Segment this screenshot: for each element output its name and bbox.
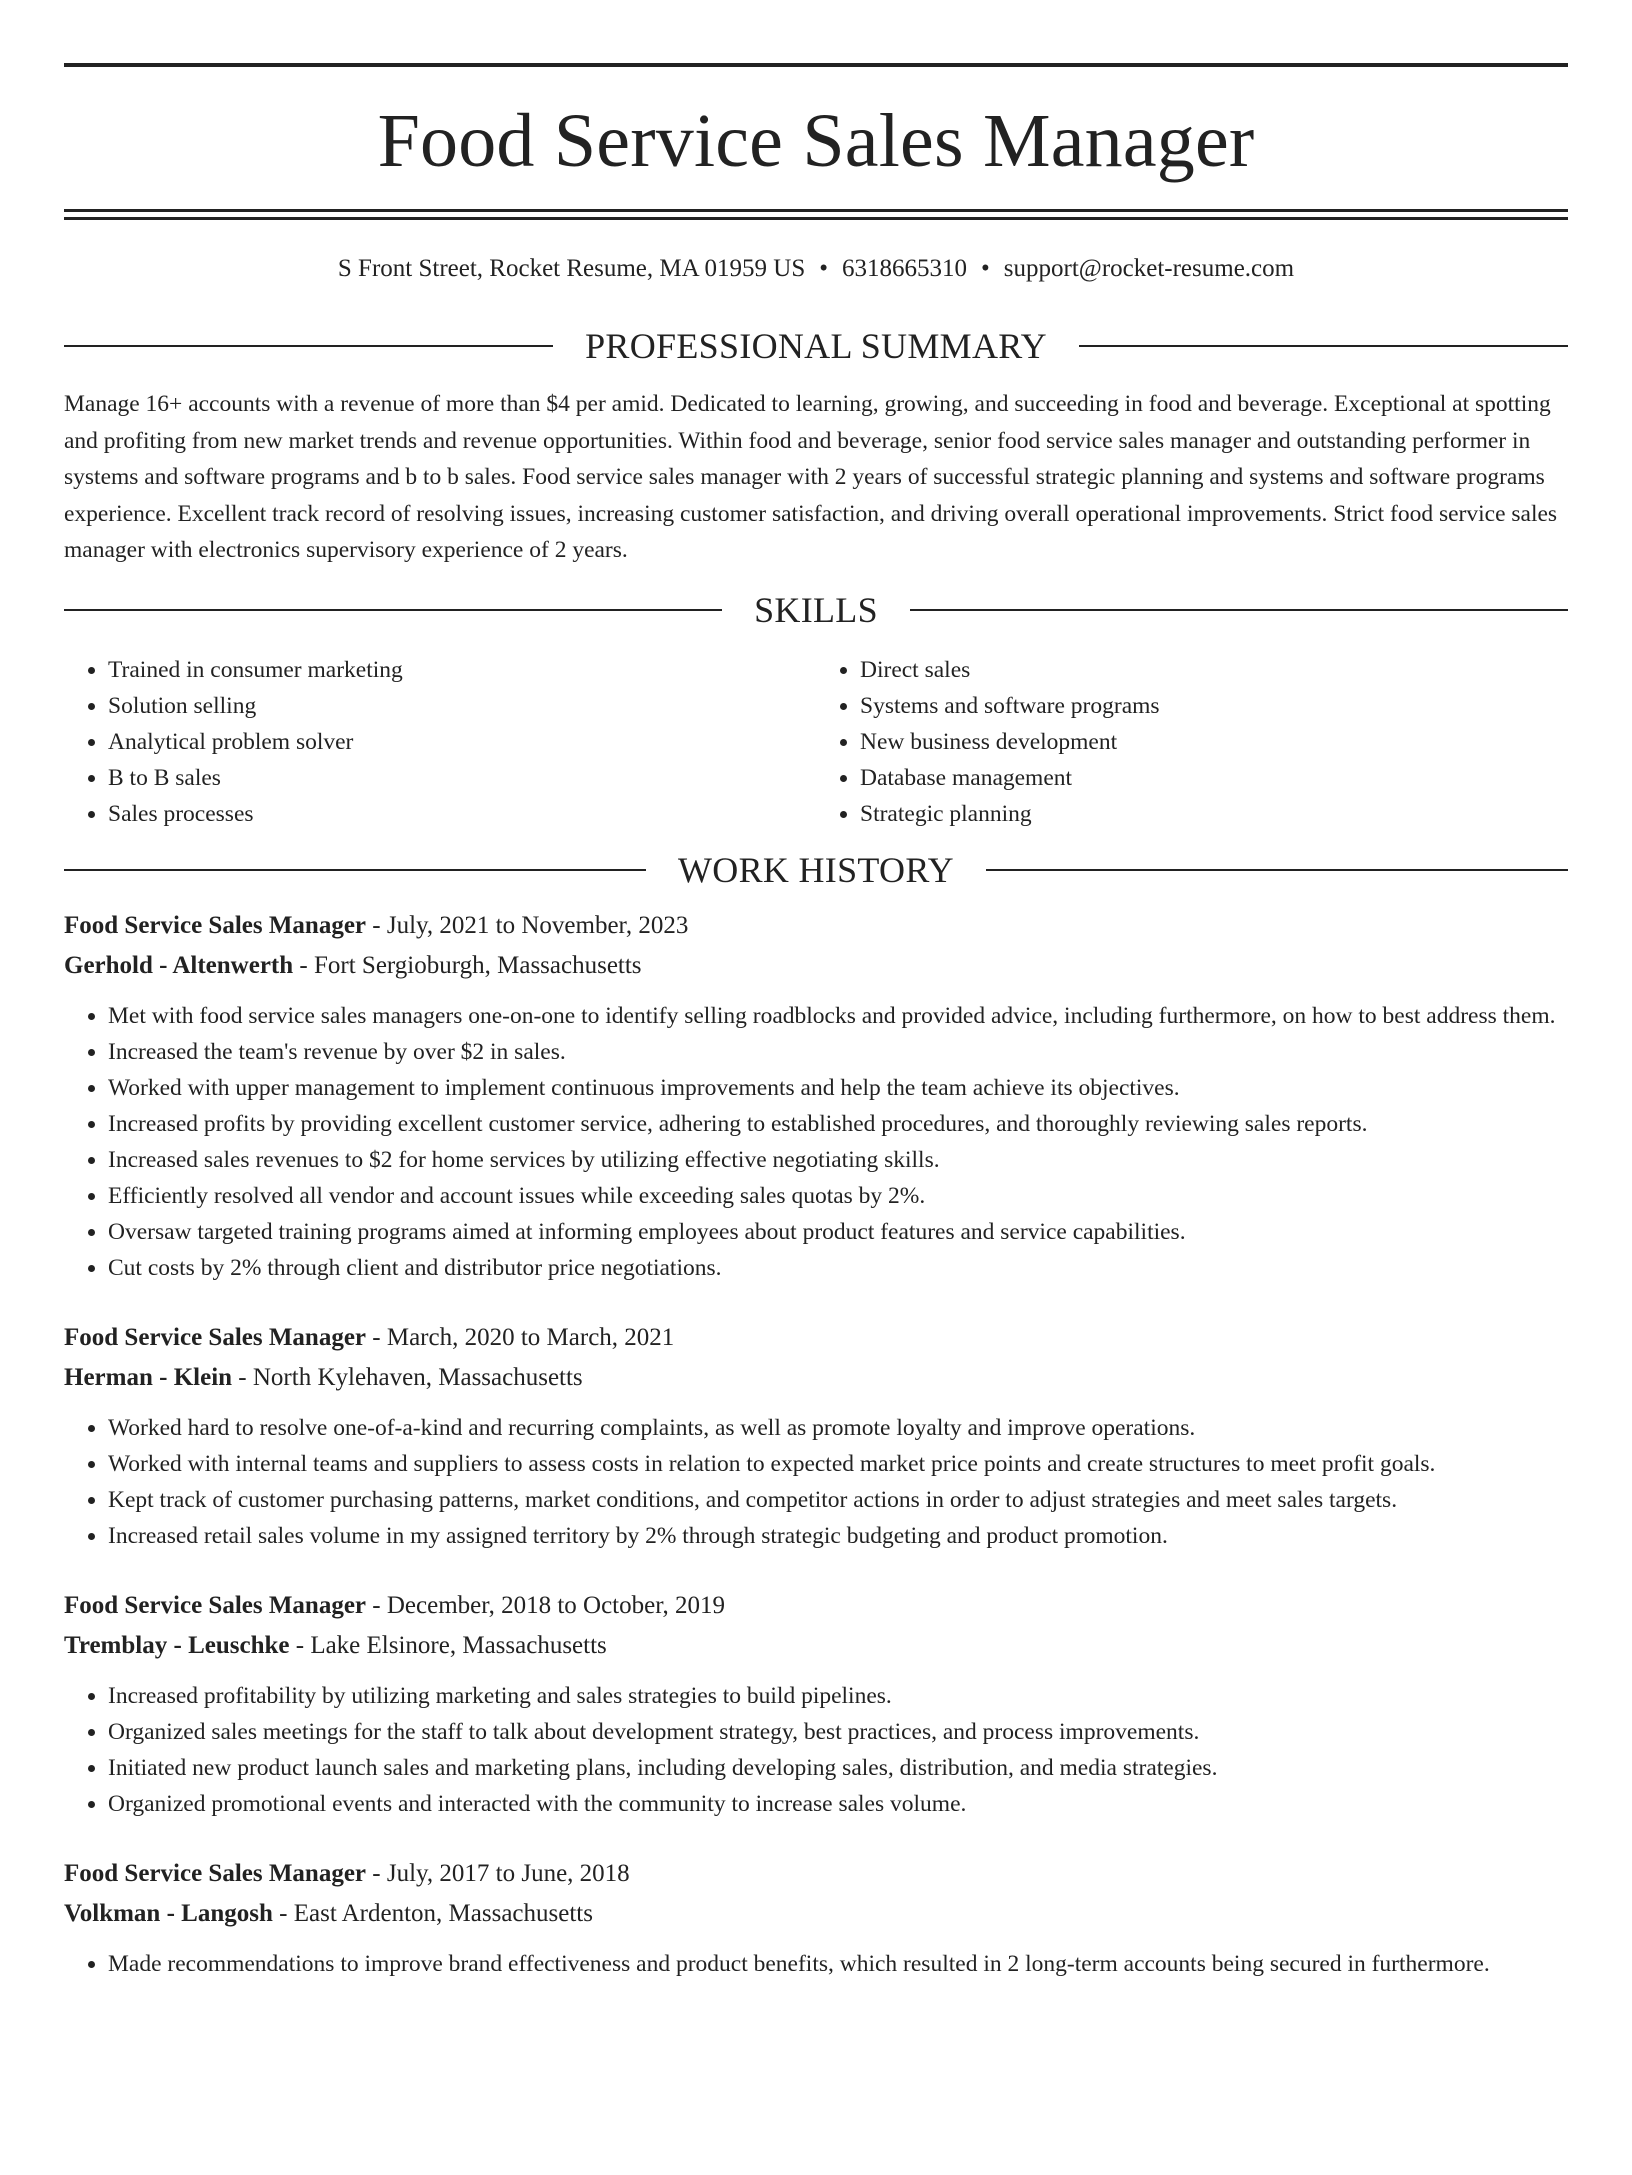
dash: - (366, 912, 387, 939)
job-title-line (64, 1854, 1568, 1894)
dash: - (293, 952, 314, 979)
company-name: Langosh (181, 1900, 273, 1927)
job-title: Food Service Sales Manager (64, 1592, 367, 1619)
job-bullets (64, 1410, 1568, 1554)
skill-item: • Solution selling (108, 688, 816, 724)
job-dates: March, 2020 to March, 2021 (386, 1324, 675, 1351)
skill-item: • Analytical problem solver (108, 724, 816, 760)
dash: - (152, 952, 173, 979)
job-bullet: • Worked with internal teams and suppliers to assess costs in relation to expected market price points and create structures to meet profit goals. (108, 1446, 1568, 1482)
skills-left-list (64, 652, 816, 832)
job-bullet: • Initiated new product launch sales and marketing plans, including developing sales, distribution, and media strategies. (108, 1750, 1568, 1786)
job-bullet: • Increased the team's revenue by over $2 in sales. (108, 1034, 1568, 1070)
dash: - (272, 1900, 294, 1927)
job-bullets (64, 1946, 1568, 1982)
job-company-line (64, 1358, 1568, 1398)
heading-rule (64, 609, 722, 611)
double-rule (64, 209, 1568, 220)
company-name: Herman (64, 1364, 153, 1391)
job-bullet: • Organized promotional events and interacted with the community to increase sales volume. (108, 1786, 1568, 1822)
job-title: Food Service Sales Manager (64, 1860, 367, 1887)
skill-item: • New business development (860, 724, 1568, 760)
job-entry (64, 1318, 1568, 1554)
job-title-line (64, 1318, 1568, 1358)
heading-rule (1079, 345, 1568, 347)
job-bullet: • Oversaw targeted training programs aimed at informing employees about product features and service capabilities. (108, 1214, 1568, 1250)
dash: - (366, 1860, 387, 1887)
job-bullet: • Made recommendations to improve brand effectiveness and product benefits, which resulted in 2 long-term accounts being secured in furthermore. (108, 1946, 1568, 1982)
job-dates: July, 2021 to November, 2023 (386, 912, 689, 939)
job-bullet: • Increased profitability by utilizing marketing and sales strategies to build pipelines. (108, 1678, 1568, 1714)
company-name: Volkman (64, 1900, 161, 1927)
job-location: Fort Sergioburgh, Massachusetts (314, 952, 642, 979)
resume-page (0, 63, 1632, 2175)
dash: - (366, 1592, 387, 1619)
job-dates: July, 2017 to June, 2018 (386, 1860, 630, 1887)
company-name: Leuschke (188, 1632, 290, 1659)
contact-email: support@rocket-resume.com (1003, 255, 1295, 282)
work-heading (64, 852, 1568, 888)
dash: - (160, 1900, 182, 1927)
job-bullet: • Efficiently resolved all vendor and account issues while exceeding sales quotas by 2%. (108, 1178, 1568, 1214)
job-bullet: • Met with food service sales managers one-on-one to identify selling roadblocks and provided advice, including furthermore, on how to best address them. (108, 998, 1568, 1034)
job-bullet: • Worked with upper management to implement continuous improvements and help the team achieve its objectives. (108, 1070, 1568, 1106)
section-title: WORK HISTORY (678, 850, 954, 890)
job-title: Food Service Sales Manager (64, 1324, 367, 1351)
job-dates: December, 2018 to October, 2019 (386, 1592, 726, 1619)
dash: - (366, 1324, 387, 1351)
job-bullet: • Worked hard to resolve one-of-a-kind and recurring complaints, as well as promote loyalty and improve operations. (108, 1410, 1568, 1446)
dash: - (289, 1632, 311, 1659)
work-history-list (64, 906, 1568, 1982)
heading-rule (64, 345, 553, 347)
job-title-line (64, 906, 1568, 946)
skills-grid (64, 652, 1568, 832)
heading-rule (64, 869, 646, 871)
job-bullet: • Organized sales meetings for the staff to talk about development strategy, best practices, and process improvements. (108, 1714, 1568, 1750)
job-title-line (64, 1586, 1568, 1626)
contact-address: S Front Street, Rocket Resume, MA 01959 US (337, 255, 806, 282)
contact-separator: • (981, 255, 990, 282)
job-bullets (64, 1678, 1568, 1822)
job-bullet: • Kept track of customer purchasing patterns, market conditions, and competitor actions in order to adjust strategies and meet sales targets. (108, 1482, 1568, 1518)
job-entry (64, 906, 1568, 1286)
job-title: Food Service Sales Manager (64, 912, 367, 939)
job-location: North Kylehaven, Massachusetts (252, 1364, 583, 1391)
job-company-line (64, 1894, 1568, 1934)
job-bullet: • Cut costs by 2% through client and distributor price negotiations. (108, 1250, 1568, 1286)
company-name: Altenwerth (172, 952, 294, 979)
job-bullets (64, 998, 1568, 1286)
resume-name: Food Service Sales Manager (377, 99, 1255, 183)
skill-item: • Trained in consumer marketing (108, 652, 816, 688)
skill-item: • Database management (860, 760, 1568, 796)
contact-separator: • (819, 255, 829, 282)
skill-item: • Direct sales (860, 652, 1568, 688)
company-name: Gerhold (64, 952, 153, 979)
skills-heading (64, 592, 1568, 628)
company-name: Tremblay (64, 1632, 168, 1659)
heading-rule (986, 869, 1568, 871)
summary-heading (64, 328, 1568, 364)
job-location: East Ardenton, Massachusetts (293, 1900, 593, 1927)
top-rule (64, 63, 1568, 67)
skill-item: • Sales processes (108, 796, 816, 832)
summary-text: Manage 16+ accounts with a revenue of more than $4 per amid. Dedicated to learning, growing, and succeeding in food and beverage. Exceptional at spotting and profiting from new market trends and revenue opportunities. Within food and beverage, senior food service sales manager and outstanding performer in systems and software programs and b to b sales. Food service sales manager with 2 years of successful strategic planning and systems and software programs experience. Excellent track record of resolving issues, increasing customer satisfaction, and driving overall operational improvements. Strict food service sales manager with electronics supervisory experience of 2 years. (64, 391, 1558, 563)
job-entry (64, 1854, 1568, 1982)
dash: - (167, 1632, 189, 1659)
section-title: PROFESSIONAL SUMMARY (585, 326, 1047, 366)
company-name: Klein (173, 1364, 233, 1391)
job-location: Lake Elsinore, Massachusetts (310, 1632, 607, 1659)
skill-item: • B to B sales (108, 760, 816, 796)
job-bullet: • Increased sales revenues to $2 for home services by utilizing effective negotiating skills. (108, 1142, 1568, 1178)
job-bullet: • Increased profits by providing excellent customer service, adhering to established procedures, and thoroughly reviewing sales reports. (108, 1106, 1568, 1142)
job-company-line (64, 946, 1568, 986)
heading-rule (910, 609, 1568, 611)
job-bullet: • Increased retail sales volume in my assigned territory by 2% through strategic budgeting and product promotion. (108, 1518, 1568, 1554)
contact-line (64, 254, 1568, 284)
skills-right-list (816, 652, 1568, 832)
dash: - (152, 1364, 174, 1391)
skill-item: • Strategic planning (860, 796, 1568, 832)
section-title: SKILLS (754, 590, 878, 630)
skill-item: • Systems and software programs (860, 688, 1568, 724)
dash: - (232, 1364, 253, 1391)
job-entry (64, 1586, 1568, 1822)
job-company-line (64, 1626, 1568, 1666)
contact-phone: 6318665310 (842, 255, 968, 282)
